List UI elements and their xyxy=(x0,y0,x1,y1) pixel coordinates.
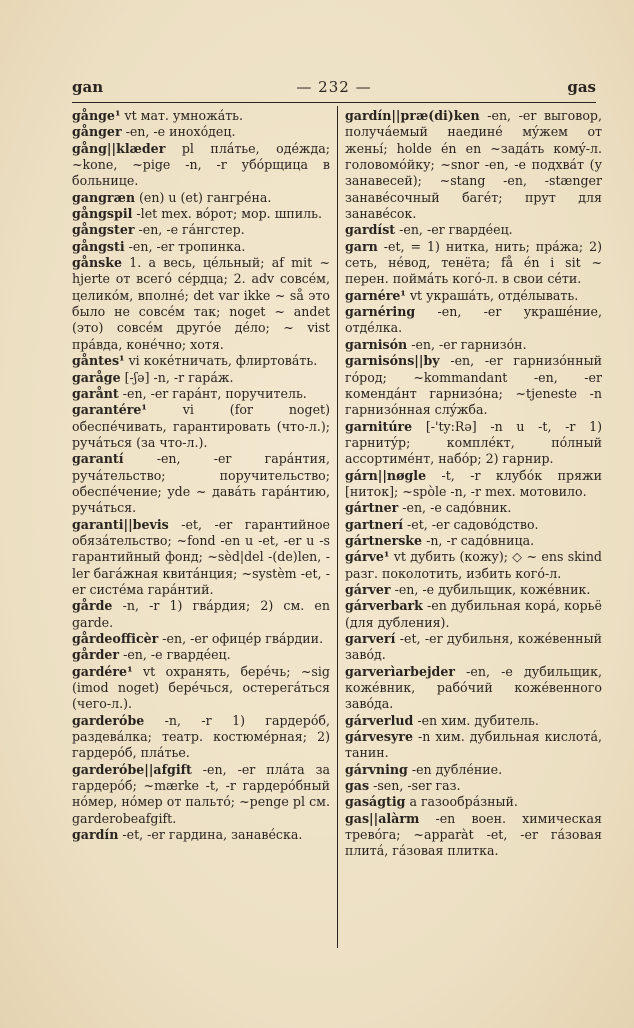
dictionary-entry xyxy=(72,370,330,386)
entry-definition: vt мат. умножáть. xyxy=(120,108,244,123)
entry-definition: -en, -er гвардéец. xyxy=(395,222,513,238)
dictionary-entry xyxy=(72,190,330,206)
dictionary-entry xyxy=(72,222,330,238)
dictionary-entry xyxy=(345,631,602,664)
left-column xyxy=(72,108,330,948)
entry-definition: -en, -e садóвник. xyxy=(398,500,512,516)
entry-headword: garantére¹ xyxy=(72,402,147,418)
entry-definition: [-ʃə] -n, -r гарáж. xyxy=(120,369,234,385)
entry-headword: garn xyxy=(345,238,378,254)
dictionary-entry xyxy=(345,108,602,222)
dictionary-entry xyxy=(72,141,330,190)
entry-definition: -let mex. вóрот; мор. шпиль. xyxy=(132,206,323,222)
entry-headword: gangræn xyxy=(72,189,135,205)
dictionary-entry xyxy=(345,304,602,337)
dictionary-entry xyxy=(345,419,602,468)
entry-headword: garånt xyxy=(72,385,119,401)
dictionary-entry xyxy=(345,794,602,810)
entry-headword: gardíst xyxy=(345,222,396,238)
entry-definition: 1. a весь, цéльный; af mit ~ hjerte от всегó сéрдца; 2. adv совсéм, целикóм, вполнé; det var ikke ~ så это было не совсéм так; noget ~ andet (это) совсéм другóе дéло; ~ vist прáвда, конéчно; хотя. xyxy=(72,255,330,352)
entry-definition: -n, -r 1) гвáрдия; 2) см. en garde. xyxy=(72,598,330,630)
entry-definition: -et, -er гардина, занавéска. xyxy=(118,827,303,843)
dictionary-entry xyxy=(72,664,330,713)
column-divider xyxy=(337,106,338,948)
entry-definition: [-'ty:Rə] -n u -t, -r 1) гарнитýр; комплéкт, пóлный ассортимéнт, набóр; 2) гарнир. xyxy=(345,418,602,467)
entry-definition: -en, -e гвардéец. xyxy=(119,647,231,663)
dictionary-entry xyxy=(72,598,330,631)
entry-headword: gárver xyxy=(345,581,391,597)
dictionary-entry xyxy=(345,500,602,516)
dictionary-entry xyxy=(72,239,330,255)
entry-definition: pl плáтье, одéжда; ~kone, ~pige -n, -r убóрщица в больнице. xyxy=(72,140,330,189)
entry-headword: gardére¹ xyxy=(72,663,133,679)
dictionary-entry xyxy=(72,402,330,451)
entry-definition: -en, -er выговор, получáемый наединé мýжем от женьí; holde én en ~задáть комý-л. головомóйку; ~snor -en, -e подхвáт (у занавесей); ~stang -en, -stænger занавéсочный багéт; прут для занавéсок. xyxy=(345,108,602,222)
entry-definition: -en дубильная корá, корьё (для дубления). xyxy=(345,598,602,630)
entry-headword: gartnerí xyxy=(345,516,404,532)
entry-headword: garnisóns||by xyxy=(345,353,440,369)
right-guide-word: gas xyxy=(567,78,596,96)
entry-headword: gångsti xyxy=(72,238,125,254)
entry-definition: -et, -er гарантийное обязáтельство; ~fond -en u -et, -er u -s гарантийный фонд; ~sèd|del -(de)len, -ler багáжная квитáнция; ~systèm -et, -er систéма гарáнтий. xyxy=(72,516,330,597)
entry-headword: garantí xyxy=(72,451,124,467)
dictionary-entry xyxy=(72,451,330,516)
entry-definition: -en, -er украшéние, отдéлка. xyxy=(345,304,602,336)
entry-headword: gardín||præ(di)ken xyxy=(345,108,480,123)
right-column xyxy=(345,108,602,938)
entry-headword: gårde xyxy=(72,598,113,614)
dictionary-entry xyxy=(345,762,602,778)
entry-definition: -en, -e дубильщик, кожéвник. xyxy=(390,581,591,597)
entry-headword: gas||alàrm xyxy=(345,810,420,826)
entry-headword: gárvesyre xyxy=(345,729,413,745)
dictionary-entry xyxy=(345,598,602,631)
entry-headword: gånger xyxy=(72,124,122,140)
entry-headword: garderóbe||afgift xyxy=(72,761,192,777)
entry-definition: vt дубить (кожу); ◇ ~ ens skind разг. поколотить, избить когó-л. xyxy=(345,549,602,581)
entry-headword: gardín xyxy=(72,827,119,843)
dictionary-entry xyxy=(345,582,602,598)
dictionary-entry xyxy=(345,533,602,549)
entry-headword: gång||klæder xyxy=(72,140,166,156)
entry-headword: gártner xyxy=(345,500,399,516)
entry-definition: -en воен. химическая тревóга; ~apparàt -et, -er гáзовая плитá, гáзовая плитка. xyxy=(345,810,602,859)
dictionary-entry xyxy=(72,353,330,369)
entry-definition: -en хим. дубитель. xyxy=(413,712,539,728)
dictionary-entry xyxy=(72,827,330,843)
entry-headword: gårdeofficèr xyxy=(72,631,159,646)
dictionary-entry xyxy=(345,517,602,533)
header-rule xyxy=(72,102,596,103)
entry-headword: garnitúre xyxy=(345,418,413,434)
page-number: — 232 — xyxy=(296,78,372,96)
dictionary-entry xyxy=(72,647,330,663)
entry-headword: gårder xyxy=(72,647,120,663)
entry-definition: -n, -r садóвница. xyxy=(422,532,535,548)
dictionary-entry xyxy=(72,631,330,647)
entry-definition: -en, -er тропинка. xyxy=(124,238,246,254)
entry-definition: -en, -e гáнгстер. xyxy=(134,222,245,238)
entry-definition: -en, -er офицéр гвáрдии. xyxy=(158,631,324,646)
entry-headword: garverìarbejder xyxy=(345,663,455,679)
entry-headword: gárverlud xyxy=(345,712,414,728)
dictionary-entry xyxy=(72,517,330,599)
entry-definition: -en, -e дубильщик, кожéвник, рабóчий кожéвенного завóда. xyxy=(345,663,602,712)
dictionary-entry xyxy=(345,811,602,860)
dictionary-entry xyxy=(345,239,602,288)
entry-definition: -sen, -ser газ. xyxy=(369,778,461,794)
entry-definition: -en, -e инохóдец. xyxy=(121,124,236,140)
entry-headword: gas xyxy=(345,778,370,794)
entry-headword: garnéring xyxy=(345,304,416,320)
dictionary-entry xyxy=(345,468,602,501)
dictionary-entry xyxy=(345,353,602,418)
dictionary-entry xyxy=(345,713,602,729)
entry-definition: -en, -er гарнизóнный гóрод; ~kommandant -en, -er комендáнт гарнизóна; ~tjeneste -n гарнизóнная слýжба. xyxy=(345,353,602,418)
entry-definition: -n, -r 1) гардерóб, раздевáлка; театр. костюмéрная; 2) гардерóб, плáтье. xyxy=(72,712,330,761)
dictionary-entry xyxy=(345,549,602,582)
entry-definition: -en, -er плáта за гардерóб; ~mærke -t, -r гардерóбный нóмер, нóмер от пальтó; ~penge pl см. garderobeafgift. xyxy=(72,761,330,826)
entry-headword: gångspil xyxy=(72,206,133,222)
entry-definition: -en, -er гарáнтия, ручáтельство; поручительство; обеспéчение; yde ~ давáть гарáнтию, ручáться. xyxy=(72,451,330,516)
entry-definition: -en, -er гарáнт, поручитель. xyxy=(118,385,307,401)
dictionary-entry xyxy=(72,124,330,140)
dictionary-entry xyxy=(72,713,330,762)
page-header xyxy=(72,78,596,102)
entry-definition: vt охранять, берéчь; ~sig (imod noget) берéчься, остерегáться (чего-л.). xyxy=(72,663,330,712)
entry-headword: garderóbe xyxy=(72,712,145,728)
entry-definition: vi (for noget) обеспéчивать, гарантировать (что-л.); ручáться (за что-л.). xyxy=(72,402,330,450)
dictionary-entry xyxy=(345,288,602,304)
dictionary-entry xyxy=(345,222,602,238)
entry-definition: (en) u (et) гангрéна. xyxy=(135,189,272,205)
left-guide-word: gan xyxy=(72,78,104,96)
entry-headword: gåntes¹ xyxy=(72,353,125,369)
entry-headword: garnére¹ xyxy=(345,287,406,303)
dictionary-entry xyxy=(72,255,330,353)
entry-definition: -en дублéние. xyxy=(407,761,503,777)
entry-headword: gárn||nøgle xyxy=(345,467,427,483)
entry-headword: gånge¹ xyxy=(72,108,121,123)
entry-definition: -et, -er садовóдство. xyxy=(403,516,539,532)
entry-headword: gárvning xyxy=(345,761,408,777)
dictionary-entry xyxy=(345,778,602,794)
entry-definition: vt украшáть, отдéлывать. xyxy=(405,287,579,303)
entry-headword: gártnerske xyxy=(345,532,423,548)
entry-headword: gárve¹ xyxy=(345,549,390,565)
entry-definition: a газообрáзный. xyxy=(405,794,518,810)
entry-headword: garåge xyxy=(72,369,121,385)
entry-definition: vi кокéтничать, флиртовáть. xyxy=(124,353,318,369)
entry-definition: -n хим. дубильная кислотá, танин. xyxy=(345,729,602,761)
entry-definition: -et, = 1) нитка, нить; прáжа; 2) сеть, нéвод, тенёта; få én i sit ~ перен. поймáть когó-л. в свои сéти. xyxy=(345,238,602,287)
entry-headword: garnisón xyxy=(345,336,408,352)
dictionary-entry xyxy=(72,386,330,402)
dictionary-entry xyxy=(72,206,330,222)
entry-headword: gaságtig xyxy=(345,794,406,810)
entry-headword: garanti||bevis xyxy=(72,516,169,532)
dictionary-entry xyxy=(345,337,602,353)
entry-headword: gånske xyxy=(72,255,122,271)
entry-definition: -t, -r клубóк пряжи [ниток]; ~spòle -n, -r mex. мотовило. xyxy=(345,467,602,499)
entry-headword: gångster xyxy=(72,222,135,238)
entry-headword: gárverbark xyxy=(345,598,423,614)
entry-definition: -et, -er дубильня, кожéвенный завóд. xyxy=(345,631,602,663)
entry-headword: garverí xyxy=(345,631,396,646)
entry-definition: -en, -er гарнизóн. xyxy=(407,336,527,352)
dictionary-entry xyxy=(345,729,602,762)
dictionary-entry xyxy=(345,664,602,713)
dictionary-entry xyxy=(72,762,330,827)
dictionary-entry xyxy=(72,108,330,124)
